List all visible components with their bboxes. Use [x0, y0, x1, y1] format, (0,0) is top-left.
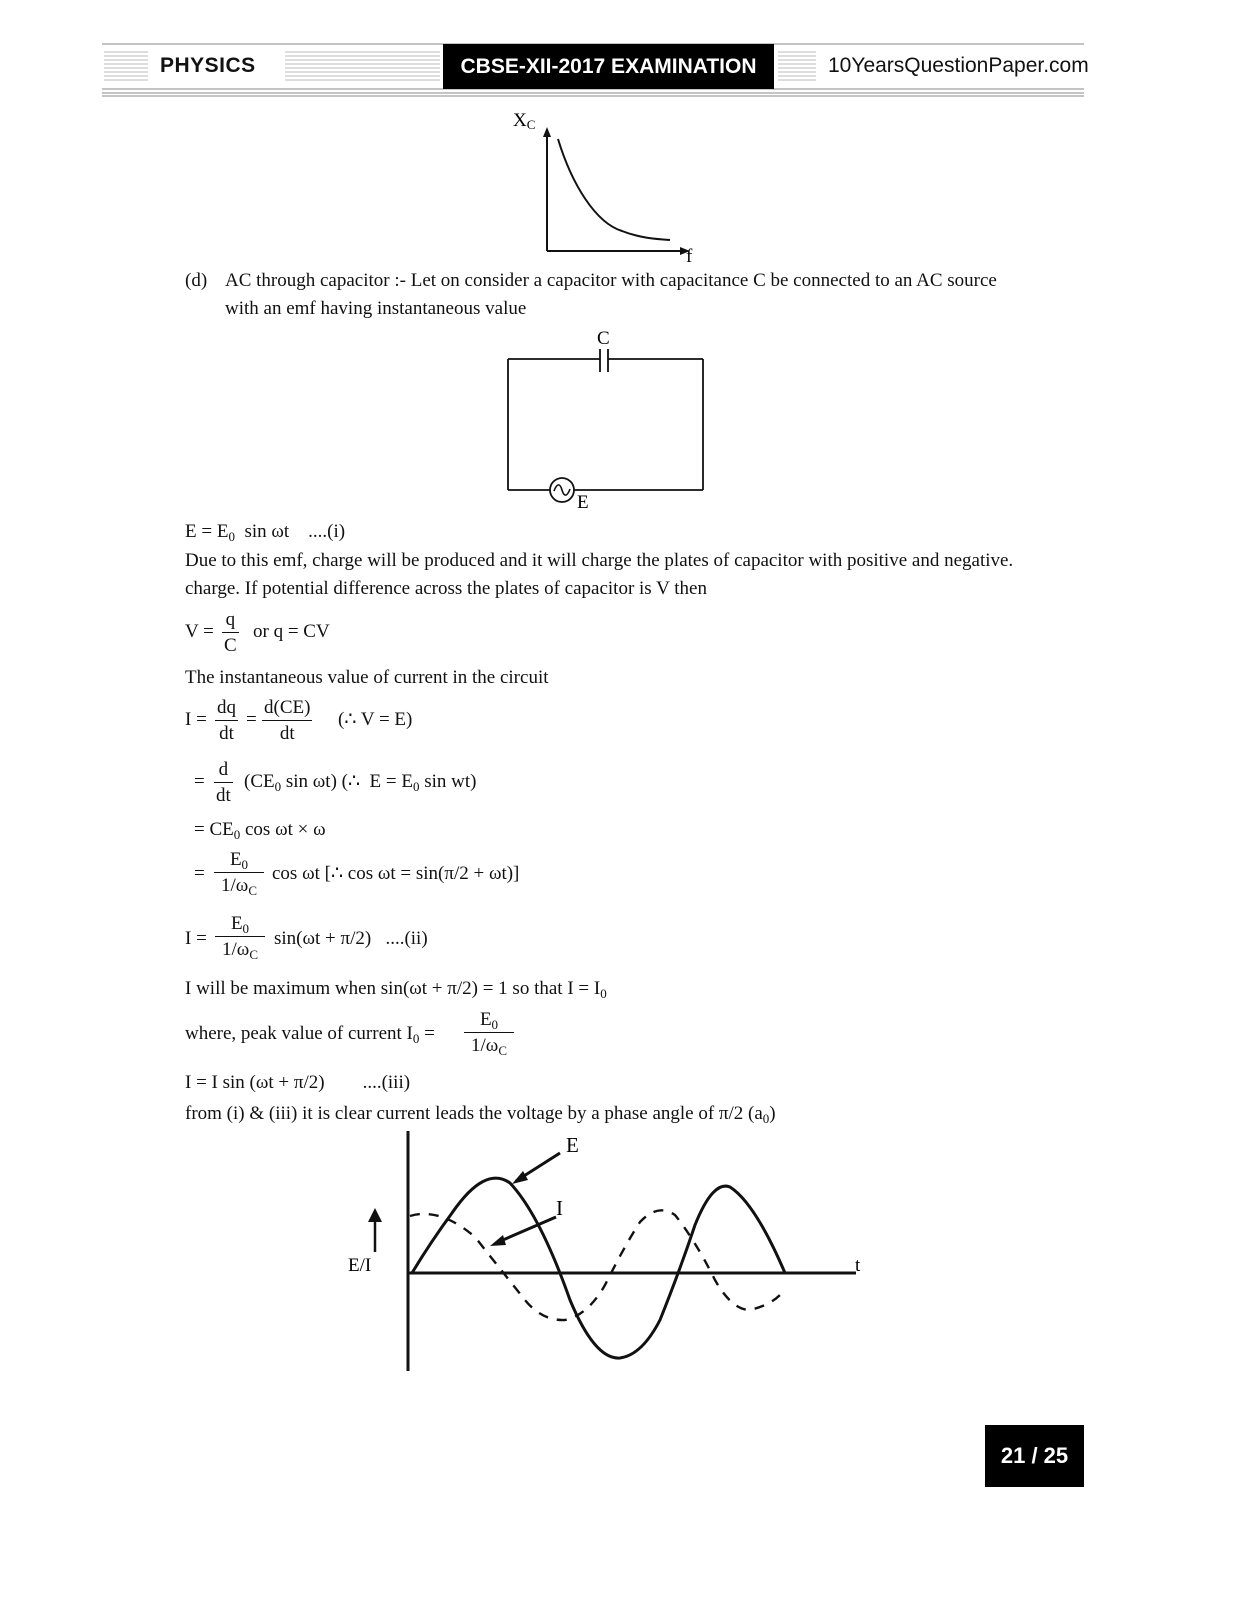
capacitor-label: C	[597, 328, 610, 349]
xc-vs-f-graph	[500, 105, 710, 265]
header-site-name: 10YearsQuestionPaper.com	[828, 54, 1089, 77]
section-d-line2: with an emf having instantaneous value	[225, 298, 527, 319]
peak-current-frac: $\frac{E_0}{1/\omega_C}$	[464, 1010, 514, 1055]
eq-i1-equals: =	[246, 709, 257, 730]
eq-i3: = $CE_0$ cos ωt × ω	[194, 819, 326, 842]
t-axis-label: t	[855, 1255, 861, 1276]
f-axis-label: f	[686, 246, 693, 265]
eq-i2-rhs: ($CE_0$ sin ωt) (∴ $E = E_0$ sin wt)	[244, 771, 477, 794]
header-exam-title: CBSE-XII-2017 EXAMINATION	[443, 44, 774, 89]
page-number: 21 / 25	[985, 1425, 1084, 1487]
eq-i4-lhs: =	[194, 863, 205, 884]
para1-line1: Due to this emf, charge will be produced and it will charge the plates of capacitor with positive and negative.	[185, 550, 1014, 571]
eq-v-lhs: V =	[185, 621, 214, 642]
eq-i4-rhs: cos ωt [∴ cos ωt = sin(π/2 + ωt)]	[272, 863, 520, 884]
equation-i: $E = E_0$ sin ωt ....(i)	[185, 521, 346, 544]
voltage-curve	[412, 1178, 785, 1358]
eq-v-rhs: or q = CV	[253, 621, 330, 642]
eq-i5-rhs: sin(ωt + π/2) ....(ii)	[274, 928, 428, 949]
capacitor-circuit	[500, 322, 715, 517]
eq-i5-lhs: I =	[185, 928, 207, 949]
i-curve-label: I	[556, 1196, 563, 1220]
equation-iii: I = I sin (ωt + π/2) ....(iii)	[185, 1072, 411, 1093]
xc-axis-label: XC	[513, 110, 536, 132]
header-subject: PHYSICS	[160, 54, 256, 77]
eq-i1-lhs: I =	[185, 709, 207, 730]
eq-i4-frac: $\frac{E_0}{1/\omega_C}$	[214, 850, 264, 895]
eq-v-fraction: $\frac{q}{C}$	[224, 609, 237, 656]
eq-i2-frac: $\frac{d}{dt}$	[216, 759, 231, 806]
max-current-text: I will be maximum when sin(ωt + π/2) = 1 so that $I = I_0$	[185, 978, 607, 1001]
section-d-line1: AC through capacitor :- Let on consider a capacitor with capacitance C be connected to an AC source	[225, 270, 997, 291]
eq-i5-frac: $\frac{E_0}{1/\omega_C}$	[215, 914, 265, 959]
para1-line2: charge. If potential difference across the plates of capacitor is V then	[185, 578, 707, 599]
e-curve-label: E	[566, 1133, 579, 1157]
eq-i1-note: (∴ V = E)	[338, 709, 413, 730]
eq-i1-frac2: $\frac{d(CE)}{dt}$	[264, 697, 311, 744]
eq-i2-lhs: =	[194, 771, 205, 792]
source-label: E	[577, 492, 589, 513]
phase-waveform-graph	[330, 1125, 890, 1380]
peak-current-text: where, peak value of current $I_0$ =	[185, 1023, 435, 1046]
current-curve	[410, 1210, 780, 1320]
y-axis-label: E/I	[348, 1255, 372, 1276]
conclusion-text: from (i) & (iii) it is clear current leads the voltage by a phase angle of π/2 $(a_0)$	[185, 1103, 776, 1126]
instantaneous-text: The instantaneous value of current in the circuit	[185, 667, 549, 688]
eq-i1-frac1: $\frac{dq}{dt}$	[217, 697, 236, 744]
section-d-marker: (d)	[185, 270, 208, 291]
